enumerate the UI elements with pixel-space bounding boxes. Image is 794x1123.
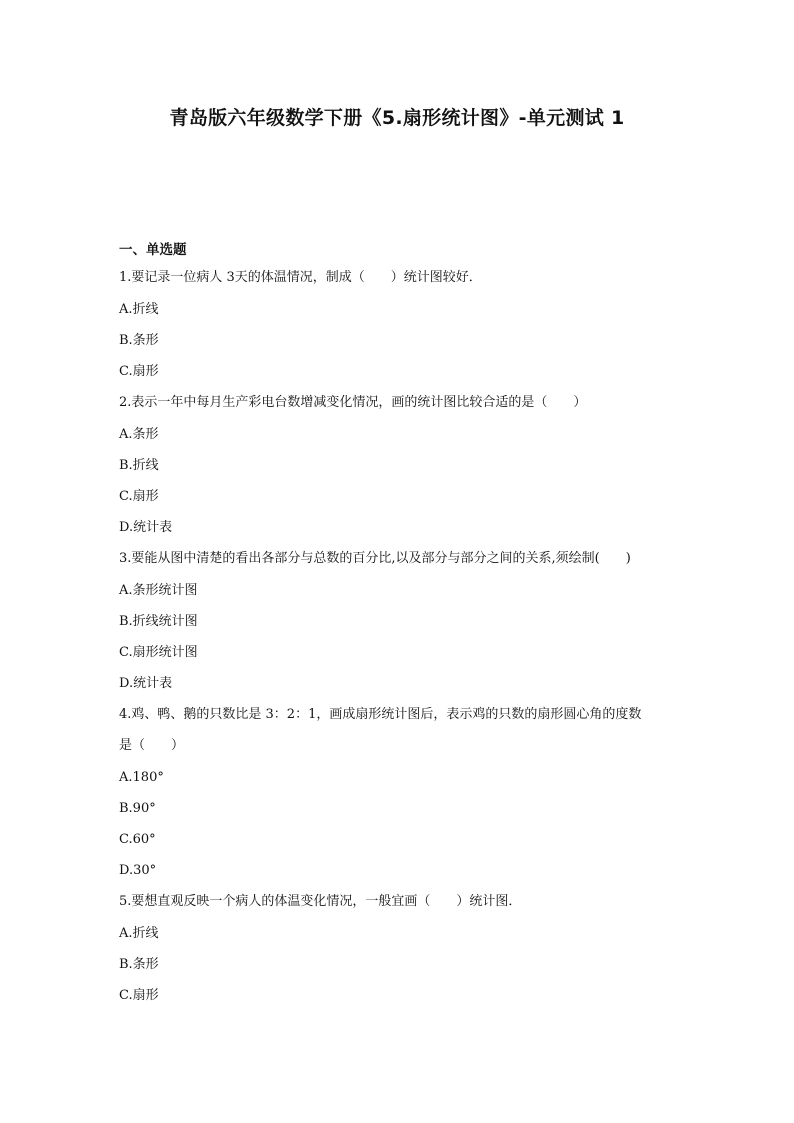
- question-2-option-a: A.条形: [119, 427, 159, 442]
- section-heading: 一、单选题: [119, 242, 187, 258]
- question-1-stem: 1.要记录一位病人 3天的体温情况，制成（ ）统计图较好．: [119, 270, 482, 285]
- question-4-option-c: C.60°: [119, 832, 156, 847]
- question-3-option-c: C.扇形统计图: [119, 645, 198, 660]
- document-title: 青岛版六年级数学下册《5.扇形统计图》-单元测试 1: [169, 107, 625, 129]
- question-4-option-d: D.30°: [119, 863, 157, 878]
- question-2-option-c: C.扇形: [119, 489, 159, 504]
- question-5-option-b: B.条形: [119, 957, 159, 972]
- question-1-option-b: B.条形: [119, 333, 159, 348]
- question-2-option-b: B.折线: [119, 458, 159, 473]
- question-3-option-d: D.统计表: [119, 676, 173, 691]
- question-1-option-a: A.折线: [119, 302, 159, 317]
- question-3-option-a: A.条形统计图: [119, 583, 198, 598]
- question-3-option-b: B.折线统计图: [119, 614, 198, 629]
- question-3-stem: 3.要能从图中清楚的看出各部分与总数的百分比,以及部分与部分之间的关系,须绘制( ): [119, 551, 631, 566]
- question-2-option-d: D.统计表: [119, 520, 173, 535]
- question-5-option-a: A.折线: [119, 926, 159, 941]
- question-4-option-b: B.90°: [119, 801, 156, 816]
- question-4-stem: 4.鸡、鸭、鹅的只数比是 3：2：1，画成扇形统计图后，表示鸡的只数的扇形圆心角的度数: [119, 707, 642, 722]
- question-5-stem: 5.要想直观反映一个病人的体温变化情况，一般宜画（ ）统计图．: [119, 894, 522, 909]
- question-2-stem: 2.表示一年中每月生产彩电台数增减变化情况，画的统计图比较合适的是（ ）: [119, 395, 587, 410]
- question-5-option-c: C.扇形: [119, 988, 159, 1003]
- question-4-option-a: A.180°: [119, 770, 164, 785]
- question-1-option-c: C.扇形: [119, 364, 159, 379]
- question-4-stem-continued: 是（ ）: [119, 738, 185, 753]
